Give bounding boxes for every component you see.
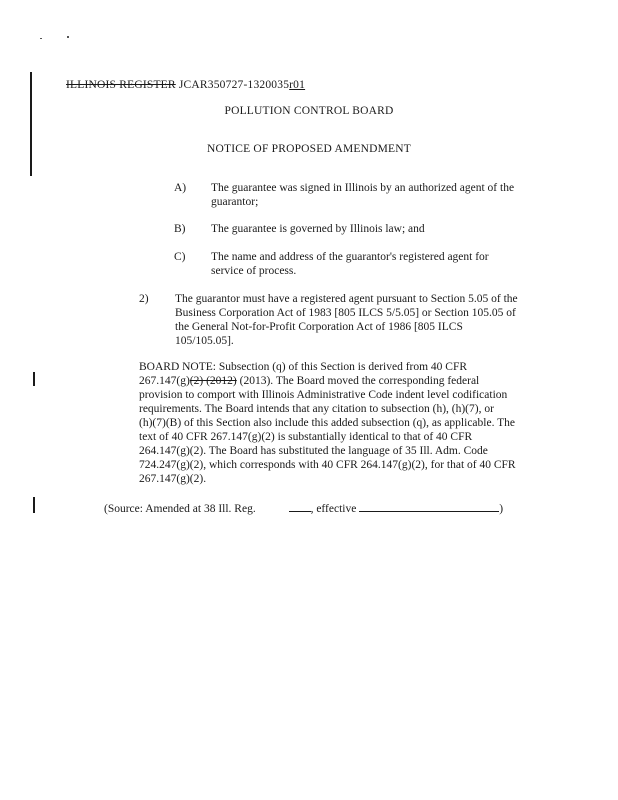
item-label: A): [174, 182, 187, 194]
item-label: C): [174, 251, 186, 263]
board-note: BOARD NOTE: Subsection (q) of this Section is derived from 40 CFR 267.147(g)(2) (2012) (2013). The Board moved the corresponding federal provision to comport with Illinois Administrative Code indent level codification requirements. The Board intends that any citation to subsection (h), (h)(7), or (h)(7)(B) of this Section also include this added subsection (q), as applicable. The text of 40 CFR 267.147(g)(2) is substantially identical to that of 40 CFR 264.147(g)(2). The Board has substituted the language of 35 Ill. Adm. Code 724.247(g)(2), which corresponds with 40 CFR 264.147(g)(2), for that of 40 CFR 267.147(g)(2).: [139, 361, 516, 485]
notice-title: NOTICE OF PROPOSED AMENDMENT: [207, 143, 411, 155]
jcar-code: JCAR350727-1320035r01: [178, 79, 306, 91]
register-title-struck: ILLINOIS REGISTER: [66, 79, 176, 91]
item-text: The name and address of the guarantor's registered agent for service of process.: [211, 251, 489, 277]
list-item: [139, 292, 559, 348]
scan-speck: [40, 38, 42, 39]
item-text: The guarantee is governed by Illinois law; and: [211, 223, 425, 235]
effective-date-blank: [359, 500, 499, 512]
struck-citation: (2) (2012): [189, 375, 237, 387]
list-item: [174, 250, 554, 278]
board-title: POLLUTION CONTROL BOARD: [224, 105, 394, 117]
register-header: [66, 78, 305, 92]
scan-speck: [67, 36, 69, 38]
list-item: [174, 181, 554, 209]
change-bar: [30, 72, 32, 176]
list-item: [174, 222, 554, 236]
item-label: B): [174, 223, 186, 235]
change-bar: [33, 497, 35, 513]
source-line: (Source: Amended at 38 Ill. Reg. , effective ): [104, 500, 503, 516]
register-page-blank: [289, 500, 311, 512]
item-text: The guarantee was signed in Illinois by an authorized agent of the guarantor;: [211, 182, 515, 208]
change-bar: [33, 372, 35, 386]
item-text: The guarantor must have a registered agent pursuant to Section 5.05 of the Business Corporation Act of 1983 [805 ILCS 5/5.05] or Section 105.05 of the General Not-for-Profit Corporation Act of 1986 [805 ILCS 105/105.05].: [175, 293, 518, 347]
item-label: 2): [139, 293, 149, 305]
